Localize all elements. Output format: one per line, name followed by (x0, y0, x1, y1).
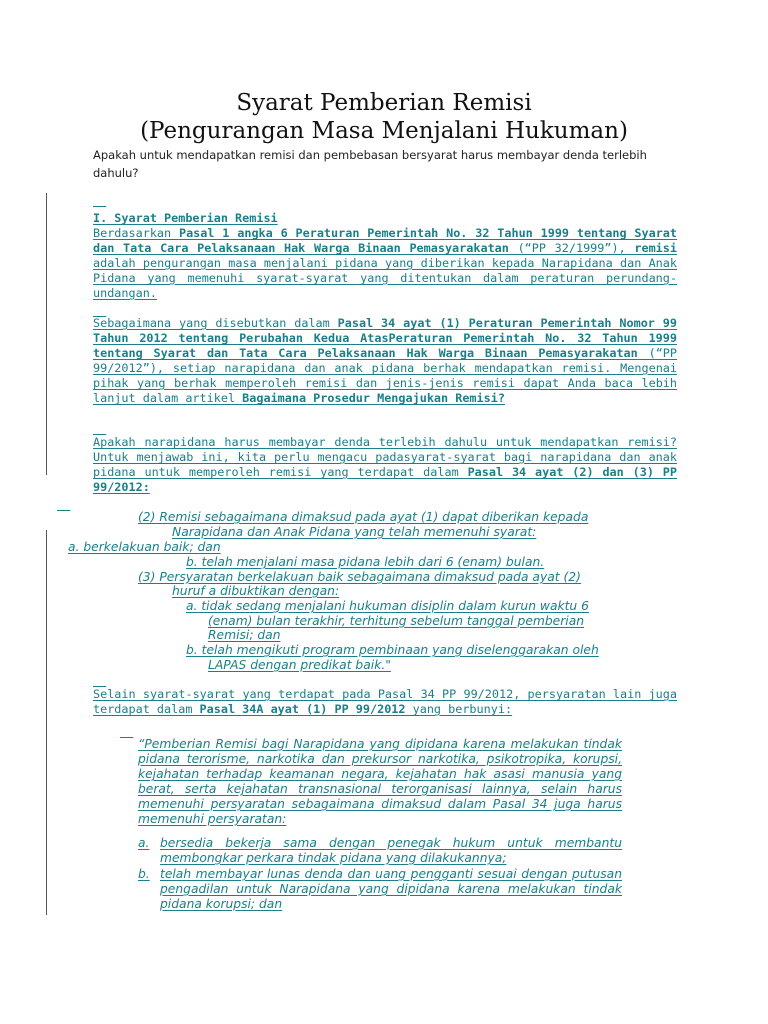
vertical-rule (46, 193, 47, 475)
quote1-line: (3) Persyaratan berkelakuan baik sebagaimana dimaksud pada ayat (2) (138, 570, 581, 584)
spacer-mark (93, 306, 106, 316)
spacer-mark (57, 500, 70, 510)
question-text: Apakah untuk mendapatkan remisi dan pembebasan bersyarat harus membayar denda terlebih dahulu? (93, 148, 647, 180)
quote1-line: LAPAS dengan predikat baik." (208, 658, 391, 672)
paragraph-3[interactable] (93, 435, 677, 495)
document-title: Syarat Pemberian Remisi (236, 90, 532, 116)
p3-text: Apakah narapidana harus membayar denda terlebih dahulu untuk mendapatkan remisi? Untuk menjawab ini, kita perlu mengacu padasyarat-syarat bagi narapidana dan anak pidana untuk memperoleh remisi yang terdapat dalam (93, 435, 677, 479)
p1-law-reference[interactable]: Pasal 1 angka 6 Peraturan Pemerintah No. 32 Tahun 1999 tentang Syarat dan Tata Cara Pelaksanaan Hak Warga Binaan Pemasyarakatan (93, 226, 678, 255)
section-heading[interactable]: I. Syarat Pemberian Remisi (93, 211, 278, 225)
quote1-line: (enam) bulan terakhir, terhitung sebelum tanggal pemberian (208, 614, 585, 628)
p1-text: Berdasarkan (93, 226, 179, 240)
quote1-line: huruf a dibuktikan dengan: (172, 584, 340, 598)
p1-abbr: (“PP 32/1999”), (508, 241, 635, 255)
spacer-mark (120, 727, 133, 737)
paragraph-1[interactable] (93, 226, 677, 301)
p4-text: Selain syarat-syarat yang terdapat pada Pasal 34 PP 99/2012, persyaratan lain juga terdapat dalam (93, 687, 677, 716)
quote2-item-a: bersedia bekerja sama dengan penegak hukum untuk membantu membongkar perkara tindak pidana yang dilakukannya; (160, 836, 622, 865)
quote2-item-b-label: b. (138, 867, 150, 881)
quote1-line: Narapidana dan Anak Pidana yang telah memenuhi syarat: (172, 525, 537, 539)
p4-law-reference[interactable]: Pasal 34A ayat (1) PP 99/2012 (199, 702, 406, 716)
paragraph-2[interactable] (93, 316, 677, 406)
quote1-line: Remisi; dan (208, 628, 281, 642)
spacer-mark (93, 424, 106, 434)
p2-law-reference[interactable]: Pasal 34 ayat (1) Peraturan Pemerintah Nomor 99 Tahun 2012 tentang Perubahan Kedua AtasPeraturan Pemerintah No. 32 Tahun 1999 tentang Syarat dan Tata Cara Pelaksanaan Hak Warga Binaan Pemasyarakatan (93, 316, 678, 360)
spacer-mark (93, 676, 106, 686)
quote1-line: b. telah menjalani masa pidana lebih dari 6 (enam) bulan. (186, 555, 545, 569)
p2-text-2: (“PP 99/2012”), setiap narapidana dan anak pidana berhak mendapatkan remisi. Mengenai pihak yang berhak memperoleh remisi dan jenis-jenis remisi dapat Anda baca lebih lanjut dalam artikel (93, 346, 678, 405)
p2-text: Sebagaimana yang disebutkan dalam (93, 316, 338, 330)
quote1-line: a. tidak sedang menjalani hukuman disiplin dalam kurun waktu 6 (186, 599, 589, 613)
quote1-line: (2) Remisi sebagaimana dimaksud pada ayat (1) dapat diberikan kepada (138, 510, 589, 524)
vertical-rule (46, 530, 47, 915)
quote2-item-b: telah membayar lunas denda dan uang pengganti sesuai dengan putusan pengadilan untuk Narapidana yang dipidana karena melakukan tindak pidana korupsi; dan (160, 867, 622, 911)
quote-pasal-34a-intro: “Pemberian Remisi bagi Narapidana yang dipidana karena melakukan tindak pidana terorisme, narkotika dan prekursor narkotika, psikotropika, korupsi, kejahatan terhadap keamanan negara, kejahatan hak asasi manusia yang berat, serta kejahatan transnasional terorganisasi lainnya, selain harus memenuhi persyaratan sebagaimana dimaksud dalam Pasal 34 juga harus memenuhi persyaratan: (138, 737, 622, 826)
p2-article-link[interactable]: Bagaimana Prosedur Mengajukan Remisi? (242, 391, 505, 405)
paragraph-4[interactable] (93, 687, 677, 717)
p4-text-2: yang berbunyi: (405, 702, 513, 716)
document-subtitle: (Pengurangan Masa Menjalani Hukuman) (140, 118, 628, 144)
quote2-item-a-label: a. (138, 836, 150, 850)
p1-term: remisi (634, 241, 677, 255)
p1-definition: adalah pengurangan masa menjalani pidana yang diberikan kepada Narapidana dan Anak Pidana yang memenuhi syarat-syarat yang ditentukan dalam peraturan perundang-undangan. (93, 256, 677, 300)
quote1-line: a. berkelakuan baik; dan (68, 540, 221, 554)
spacer-mark (93, 196, 106, 206)
p3-law-reference[interactable]: Pasal 34 ayat (2) dan (3) PP 99/2012: (93, 465, 677, 494)
quote1-line: b. telah mengikuti program pembinaan yang diselenggarakan oleh (186, 643, 599, 657)
